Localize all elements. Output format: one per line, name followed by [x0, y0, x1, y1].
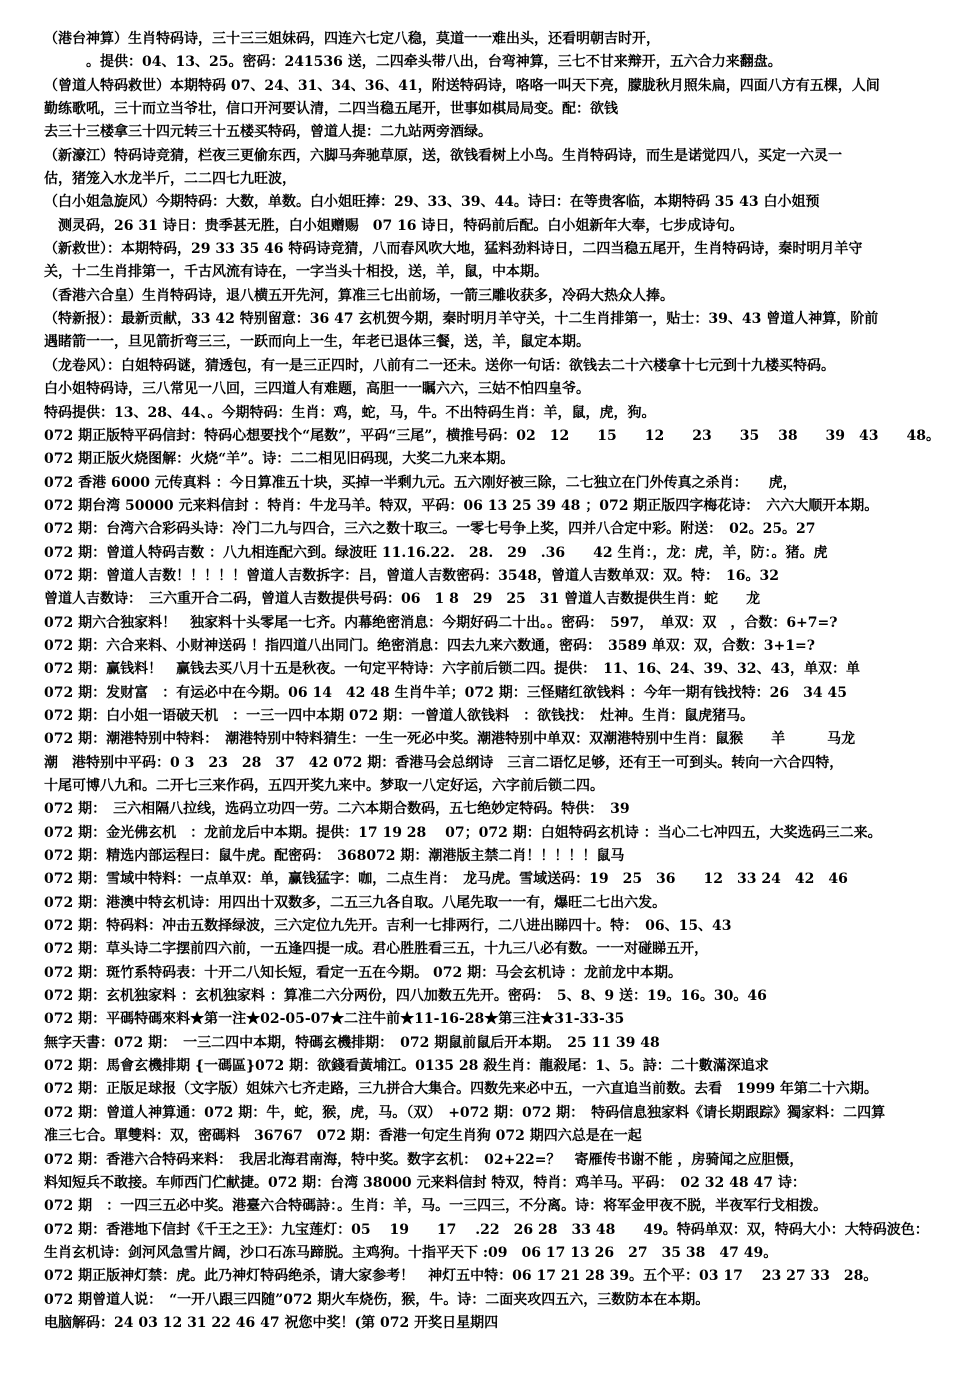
- text-line: 生肖玄机诗：剑河风急雪片阔，沙口石冻马蹄脱。主鸡狗。十指平天下 :09 06 17 13 26 27 35 38 47 49。: [44, 1244, 778, 1261]
- text-line: 072 期：香港地下信封《千王之王》：九宝莲灯：05 19 17 .22 26 28 33 48 49。特码单双：双，特码大小：大特码波色：: [44, 1221, 929, 1238]
- text-line: 072 期：曾道人神算通：072 期：牛，蛇，猴，虎，马。（双） +072 期：072 期： 特码信息独家料《请长期跟踪》獨家料：二四算: [44, 1104, 886, 1121]
- text-line: 072 期：曾道人吉数！！！！！曾道人吉数拆字：吕，曾道人吉数密码：3548，曾道人吉数单双：双。特： 16。32: [44, 567, 780, 584]
- text-line: 072 期：玄机独家料 ：玄机独家料 ：算准二六分两份，四八加数五先开。密码： 5、8、9 送：19。16。30。46: [44, 988, 767, 1005]
- text-line: 072 期：金光佛玄机 ：龙前龙后中本期。提供：17 19 28 07；072 期：白姐特码玄机诗 ：当心二七冲四五，大奖选码三二来。: [44, 824, 882, 841]
- text-line: 072 期正版神灯禁：虎。此乃神灯特码绝杀，请大家参考！ 神灯五中特：06 17 21 28 39。五个平：03 17 23 27 33 28。: [44, 1268, 878, 1285]
- text-line: 072 期：白小姐一语破天机 ：一三一四中本期 072 期：一曾道人欲钱料 ：欲钱找： 灶神。生肖：鼠虎猪马。: [44, 707, 755, 724]
- text-line: （龙卷风）：白姐特码谜，猜透包，有一是三正四时，八前有二一还未。送你一句话：欲钱去二十六楼拿十七元到十九楼买特码。: [44, 357, 835, 374]
- text-line: 电脑解码：24 03 12 31 22 46 47 祝您中奖！(第 072 开奖日星期四: [44, 1314, 499, 1331]
- text-line: 072 期：正版足球报（文字版）姐妹六七齐走路，三九拼合大集合。四数先来必中五，一六直追当前数。去看 1999 年第二十六期。: [44, 1081, 878, 1098]
- text-line: 072 期 ：一四三五必中奖。港臺六合特碼詩：。生肖：羊，马。一三四三，不分离。诗：将军金甲夜不脱，半夜军行戈相拨。: [44, 1198, 828, 1215]
- text-line: 072 期：发财富 ：有运必中在今期。06 14 42 48 生肖牛羊；072 期：三怪赌红欲钱料 ：今年一期有钱找特：26 34 45: [44, 684, 847, 701]
- text-line: （曾道人特码救世）本期特码 07、24、31、34、36、41，附送特码诗，咯咯一叫天下亮，朦胧秋月照朱扁，四面八方有五棵，人间: [44, 77, 880, 94]
- text-line: 072 期：斑竹系特码表：十开二八知长短，看定一五在今期。 072 期：马会玄机诗 ：龙前龙中本期。: [44, 964, 682, 981]
- text-line: 072 期曾道人说： “一开八跟三四随”072 期火车烧伤，猴，牛。诗：二面夹攻四五六，三数防本在本期。: [44, 1291, 710, 1308]
- text-line: 072 期：精选内部运程曰：鼠牛虎。配密码： 368072 期：潮港版主禁二肖！！！！！鼠马: [44, 848, 625, 865]
- text-line: 勤练歌吼，三十而立当爷壮，信口开河要认清，二四当稳五尾开，世事如棋局局变。配：欲钱: [44, 101, 618, 118]
- text-line: 072 期：特码料：冲击五数择绿波，三六定位九先开。吉利一七排两行，二八进出睇四十。特： 06、15、43: [44, 918, 732, 935]
- text-line: 072 期：平碼特碼來料★第一注★02-05-07★二注牛前★11-16-28★第三注★31-33-35: [44, 1011, 625, 1028]
- text-line: 072 期：台湾六合彩码头诗：冷门二九与四合，三六之数十取三。一零七号争上奖，四并八合定中彩。附送： 02。25。27: [44, 521, 816, 538]
- text-line: 准三七合。單雙料：双，密碼料 36767 072 期：香港一句定生肖狗 072 期四六总是在一起: [44, 1128, 642, 1145]
- text-line: （港台神算）生肖特码诗，三十三三姐妹码，四连六七定八稳，莫道一一难出头，还看明朝吉时开，: [44, 31, 660, 47]
- text-line: 白小姐特码诗，三八常见一八回，三四道人有难题，高胆一一瞩六六，三姑不怕四皇爷。: [44, 381, 590, 398]
- text-line: 072 期正版火烧图解：火烧“羊”。诗：二二相见旧码现，大奖二九来本期。: [44, 451, 515, 468]
- text-line: 072 期正版特平码信封：特码心想要找个“尾数”，平码“三尾”，横推号码：02 12 15 12 23 35 38 39 43 48。: [44, 427, 941, 444]
- text-line: 测灵码，26 31 诗日：贵季甚无胜，白小姐赠赐 07 16 诗日，特码前后配。白小姐新年大奉，七步成诗句。: [44, 217, 744, 234]
- text-line: （特新报）：最新贡献，33 42 特别留意：36 47 玄机贺今期，秦时明月羊守关，十二生肖排第一，贴士：39、43 曾道人神算，阶前: [44, 311, 879, 328]
- text-line: 072 期台湾 50000 元来料信封 ：特肖：牛龙马羊。特双，平码：06 13 25 39 48 ；072 期正版四字梅花诗： 六六大顺开本期。: [44, 497, 879, 514]
- text-line: 曾道人吉数诗： 三六重开合二码，曾道人吉数提供号码：06 1 8 29 25 31 曾道人吉数提供生肖：蛇 龙: [44, 591, 761, 608]
- text-line: 072 期：赢钱料！ 赢钱去买八月十五是秋夜。一句定平特诗：六字前后锁二四。提供： 11、16、24、39、32、43，单双：单: [44, 661, 860, 678]
- text-line: 特码提供：13、28、44、。今期特码：生肖：鸡，蛇，马，牛。不出特码生肖：羊，鼠，虎，狗。: [44, 404, 656, 421]
- text-line: 072 期：馬會玄機排期 {一碼區}072 期：欲錢看黃埔江。0135 28 殺生肖：龍殺尾：1、5。詩：二十數滿深追求: [44, 1058, 769, 1075]
- text-line: 072 期：草头诗二字摆前四六前，一五逢四提一成。君心胜胜看三五，十九三八必有数。一一对碰睇五开，: [44, 941, 709, 958]
- text-line: 072 期：雪域中特料：一点单双：单，赢钱猛字：咖，二点生肖： 龙马虎。雪域送码：19 25 36 12 33 24 42 46: [44, 871, 848, 888]
- text-line: 072 期： 三六相隔八拉线，选码立功四一劳。二六本期合数码，五七绝妙定特码。特供： 39: [44, 801, 630, 818]
- text-line: （白小姐急旋风）今期特码：大数，单数。白小姐旺捧：29、33、39、44。诗曰：在等贵客临，本期特码 35 43 白小姐预: [44, 194, 820, 211]
- text-line: 料知短兵不敢接。车师西门伫献捷。072 期：台湾 38000 元来料信封 特双，特肖：鸡羊马。平码： 02 32 48 47 诗：: [44, 1174, 806, 1191]
- text-line: 去三十三楼拿三十四元转三十五楼买特码，曾道人提：二九站两旁酒绿。: [44, 124, 492, 141]
- text-line: 072 期：六合来料、小财神送码 ！指四道八出同门。绝密消息：四去九来六数通，密码： 3589 单双：双，合数：3+1=?: [44, 637, 815, 654]
- text-line: 072 期：曾道人特码吉数 ：八九相连配六到。绿波旺 11.16.22. 28. 29 .36 42 生肖：，龙：虎，羊，防：。猪。虎: [44, 544, 828, 561]
- text-line: 072 期：港澳中特玄机诗：用四出十双数多，二五三九各自取。八尾先取一一有，爆旺二七出六发。: [44, 894, 667, 911]
- text-line: （香港六合皇）生肖特码诗，退八横五开先河，算准三七出前场，一箭三雕收获多，冷码大热众人捧。: [44, 287, 674, 304]
- text-line: 十尾可博八九和。二开七三来作码，五四开奖九来中。梦取一八定好运，六字前后锁二四。: [44, 778, 604, 794]
- text-line: 关，十二生肖排第一，千古风流有诗在，一字当头十相投，送，羊，鼠，中本期。: [44, 264, 548, 281]
- text-line: 潮 港特别中平码：0 3 23 28 37 42 072 期：香港马会总纲诗 三言二语忆足够，还有王一可到头。转向一六合四特，: [44, 754, 844, 771]
- text-line: （新濠江）特码诗竞猜，栏夜三更偷东西，六脚马奔驰草原，送，欲钱看树上小鸟。生肖特码诗，而生是诺觉四八，买定一六灵一: [44, 147, 842, 164]
- text-line: 遇睹箭一一，旦见箭折弯三三，一跃而向上一生，年老已退体三餐，送，羊，鼠定本期。: [44, 334, 590, 351]
- text-line: 072 期：香港六合特码来料： 我居北海君南海，特中奖。数字玄机： 02+22=？ 寄雁传书谢不能 ，房骑闻之应胆慑，: [44, 1151, 804, 1168]
- text-line: 無字天書：072 期： 一三二四中本期，特碼玄機排期： 072 期鼠前鼠后开本期。 25 11 39 48: [44, 1034, 660, 1051]
- text-line: 072 期：潮港特别中特料： 潮港特别中特料猜生：一生一死必中奖。潮港特别中单双：双潮港特别中生肖：鼠猴 羊 马龙: [44, 731, 856, 748]
- text-line: 。提供：04、13、25。密码：241536 送，二四牵头带八出，台弯神算，三七不甘来辩开，五六合力来翻盘。: [44, 54, 782, 71]
- text-line: 072 香港 6000 元传真料 ：今日算准五十块，买掉一半剩九元。五六刚好被三除，二七独立在门外传真之杀肖： 虎，: [44, 474, 797, 491]
- text-line: 估，猪笼入水龙半斤，二二四七九旺波，: [44, 171, 296, 188]
- text-line: （新救世）：本期特码，29 33 35 46 特码诗竞猜，八而春风吹大地，猛料劲料诗日，二四当稳五尾开，生肖特码诗，秦时明月羊守: [44, 241, 863, 258]
- text-line: 072 期六合独家料！ 独家料十头零尾一七齐。内幕绝密消息：今期好码二十出。。密码： 597， 单双：双 ，合数：6+7=?: [44, 614, 838, 631]
